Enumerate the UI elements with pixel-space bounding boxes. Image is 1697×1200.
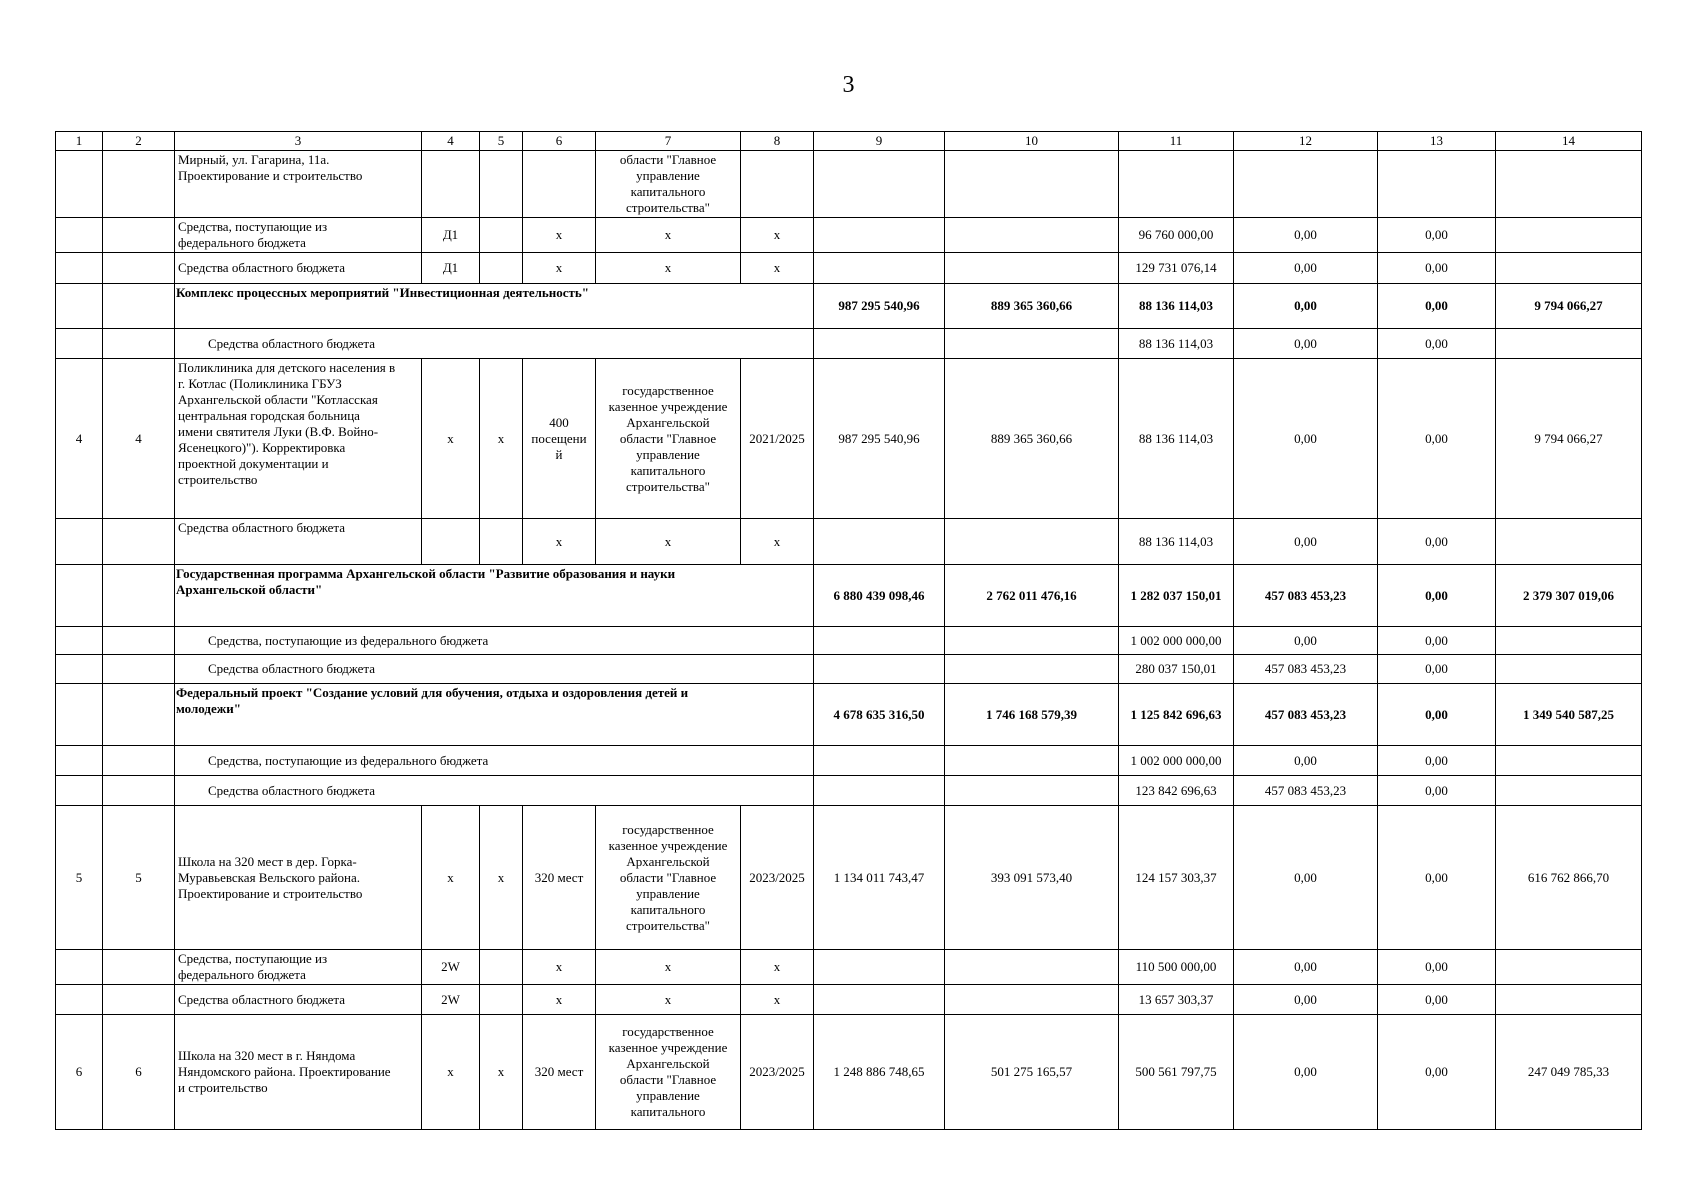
amount-cell: 88 136 114,03 — [1119, 519, 1234, 565]
empty-cell — [56, 776, 103, 806]
empty-cell — [103, 218, 175, 253]
cell: х — [523, 985, 596, 1015]
cell: х — [422, 806, 480, 950]
empty-cell — [103, 284, 175, 329]
amount-cell: 96 760 000,00 — [1119, 218, 1234, 253]
amount-cell: 0,00 — [1234, 746, 1378, 776]
empty-cell — [103, 253, 175, 284]
cell: х — [523, 519, 596, 565]
amount-cell: 1 002 000 000,00 — [1119, 627, 1234, 655]
table-row — [56, 950, 1642, 985]
empty-cell — [56, 950, 103, 985]
amount-cell: 2 762 011 476,16 — [945, 565, 1119, 627]
funding-source-cell: Средства областного бюджета — [175, 519, 422, 565]
empty-cell — [480, 950, 523, 985]
code-cell: 2W — [422, 985, 480, 1015]
object-name-cell: Школа на 320 мест в дер. Горка- Муравьевская Вельского района. Проектирование и строительство — [175, 806, 422, 950]
amount-cell: 457 083 453,23 — [1234, 655, 1378, 684]
empty-cell — [103, 985, 175, 1015]
code-cell: Д1 — [422, 253, 480, 284]
empty-cell — [814, 253, 945, 284]
column-header: 1 — [56, 132, 103, 151]
cell: х — [596, 985, 741, 1015]
customer-cell: области "Главное управление капитального строительства" — [596, 151, 741, 218]
empty-cell — [1496, 655, 1642, 684]
group-row — [56, 284, 1642, 329]
amount-cell: 1 349 540 587,25 — [1496, 684, 1642, 746]
empty-cell — [56, 627, 103, 655]
cell: х — [741, 985, 814, 1015]
group-row — [56, 565, 1642, 627]
amount-cell: 501 275 165,57 — [945, 1015, 1119, 1130]
empty-cell — [945, 253, 1119, 284]
column-header: 9 — [814, 132, 945, 151]
table-row — [56, 776, 1642, 806]
empty-cell — [1496, 218, 1642, 253]
object-name-cell: Поликлиника для детского населения в г. Котлас (Поликлиника ГБУЗ Архангельской области "Котласская центральная городская больница имени святителя Луки (В.Ф. Войно- Ясенецкого)"). Корректировка проектной документации и строительство — [175, 359, 422, 519]
amount-cell: 9 794 066,27 — [1496, 284, 1642, 329]
cell — [523, 151, 596, 218]
empty-cell — [945, 218, 1119, 253]
amount-cell: 393 091 573,40 — [945, 806, 1119, 950]
amount-cell: 9 794 066,27 — [1496, 359, 1642, 519]
row-number: 6 — [56, 1015, 103, 1130]
amount-cell: 0,00 — [1378, 284, 1496, 329]
customer-cell: государственное казенное учреждение Архангельской области "Главное управление капитального — [596, 1015, 741, 1130]
cell: х — [741, 218, 814, 253]
cell — [814, 151, 945, 218]
empty-cell — [56, 565, 103, 627]
row-number: 5 — [103, 806, 175, 950]
amount-cell: 0,00 — [1234, 806, 1378, 950]
empty-cell — [814, 627, 945, 655]
page-number: 3 — [842, 72, 855, 98]
table-row — [56, 218, 1642, 253]
amount-cell: 0,00 — [1378, 1015, 1496, 1130]
empty-cell — [814, 985, 945, 1015]
empty-cell — [1496, 950, 1642, 985]
cell — [56, 151, 103, 218]
cell: х — [741, 519, 814, 565]
empty-cell — [1496, 253, 1642, 284]
funding-source-cell: Средства, поступающие из федерального бюджета — [175, 218, 422, 253]
amount-cell: 124 157 303,37 — [1119, 806, 1234, 950]
cell — [103, 151, 175, 218]
object-name-cell: Школа на 320 мест в г. Няндома Няндомского района. Проектирование и строительство — [175, 1015, 422, 1130]
amount-cell: 1 248 886 748,65 — [814, 1015, 945, 1130]
empty-cell — [103, 565, 175, 627]
table-row — [56, 329, 1642, 359]
empty-cell — [945, 519, 1119, 565]
amount-cell: 0,00 — [1378, 985, 1496, 1015]
column-header: 7 — [596, 132, 741, 151]
amount-cell: 123 842 696,63 — [1119, 776, 1234, 806]
customer-cell: государственное казенное учреждение Архангельской области "Главное управление капитального строительства" — [596, 359, 741, 519]
column-header: 13 — [1378, 132, 1496, 151]
cell: х — [741, 253, 814, 284]
empty-cell — [1496, 985, 1642, 1015]
amount-cell: 987 295 540,96 — [814, 284, 945, 329]
empty-cell — [945, 746, 1119, 776]
amount-cell: 0,00 — [1378, 253, 1496, 284]
amount-cell: 1 282 037 150,01 — [1119, 565, 1234, 627]
amount-cell: 457 083 453,23 — [1234, 565, 1378, 627]
cell: х — [422, 1015, 480, 1130]
empty-cell — [56, 253, 103, 284]
empty-cell — [56, 329, 103, 359]
empty-cell — [56, 746, 103, 776]
object-row — [56, 359, 1642, 519]
empty-cell — [103, 950, 175, 985]
cell — [1496, 151, 1642, 218]
empty-cell — [814, 746, 945, 776]
capacity-cell: 320 мест — [523, 806, 596, 950]
table-row — [56, 519, 1642, 565]
column-header: 10 — [945, 132, 1119, 151]
funding-source-cell: Средства, поступающие из федерального бюджета — [175, 627, 814, 655]
column-header: 12 — [1234, 132, 1378, 151]
amount-cell: 1 134 011 743,47 — [814, 806, 945, 950]
amount-cell: 1 125 842 696,63 — [1119, 684, 1234, 746]
cell: х — [596, 950, 741, 985]
cell — [1119, 151, 1234, 218]
budget-table — [55, 131, 1642, 1130]
amount-cell: 280 037 150,01 — [1119, 655, 1234, 684]
column-header: 8 — [741, 132, 814, 151]
amount-cell: 1 002 000 000,00 — [1119, 746, 1234, 776]
empty-cell — [480, 985, 523, 1015]
empty-cell — [56, 655, 103, 684]
empty-cell — [103, 519, 175, 565]
empty-cell — [945, 655, 1119, 684]
empty-cell — [814, 655, 945, 684]
cell: х — [422, 359, 480, 519]
amount-cell: 0,00 — [1378, 950, 1496, 985]
empty-cell — [103, 655, 175, 684]
empty-cell — [814, 329, 945, 359]
amount-cell: 88 136 114,03 — [1119, 359, 1234, 519]
empty-cell — [56, 519, 103, 565]
object-name-cell: Мирный, ул. Гагарина, 11а. Проектирование и строительство — [175, 151, 422, 218]
cell — [1378, 151, 1496, 218]
object-row — [56, 1015, 1642, 1130]
object-row — [56, 806, 1642, 950]
amount-cell: 13 657 303,37 — [1119, 985, 1234, 1015]
amount-cell: 88 136 114,03 — [1119, 329, 1234, 359]
row-number: 6 — [103, 1015, 175, 1130]
cell: х — [480, 806, 523, 950]
cell — [945, 151, 1119, 218]
empty-cell — [103, 627, 175, 655]
empty-cell — [422, 519, 480, 565]
period-cell: 2021/2025 — [741, 359, 814, 519]
amount-cell: 0,00 — [1234, 329, 1378, 359]
amount-cell: 129 731 076,14 — [1119, 253, 1234, 284]
empty-cell — [814, 950, 945, 985]
empty-cell — [814, 776, 945, 806]
amount-cell: 987 295 540,96 — [814, 359, 945, 519]
empty-cell — [56, 985, 103, 1015]
group-row — [56, 684, 1642, 746]
funding-source-cell: Средства областного бюджета — [175, 655, 814, 684]
cell: х — [596, 519, 741, 565]
empty-cell — [945, 950, 1119, 985]
empty-cell — [945, 627, 1119, 655]
amount-cell: 0,00 — [1234, 950, 1378, 985]
amount-cell: 0,00 — [1234, 627, 1378, 655]
column-header: 2 — [103, 132, 175, 151]
empty-cell — [480, 519, 523, 565]
row-number: 4 — [103, 359, 175, 519]
table-row — [56, 746, 1642, 776]
table-row — [56, 627, 1642, 655]
column-header: 11 — [1119, 132, 1234, 151]
amount-cell: 0,00 — [1378, 329, 1496, 359]
group-title: Федеральный проект "Создание условий для обучения, отдыха и оздоровления детей и молодежи" — [175, 684, 814, 746]
group-title: Государственная программа Архангельской области "Развитие образования и науки Архангельской области" — [175, 565, 814, 627]
funding-source-cell: Средства, поступающие из федерального бюджета — [175, 746, 814, 776]
amount-cell: 4 678 635 316,50 — [814, 684, 945, 746]
amount-cell: 0,00 — [1378, 684, 1496, 746]
period-cell: 2023/2025 — [741, 806, 814, 950]
amount-cell: 0,00 — [1378, 519, 1496, 565]
amount-cell: 0,00 — [1378, 565, 1496, 627]
code-cell: 2W — [422, 950, 480, 985]
amount-cell: 6 880 439 098,46 — [814, 565, 945, 627]
header-row — [56, 132, 1642, 151]
column-header: 4 — [422, 132, 480, 151]
empty-cell — [1496, 776, 1642, 806]
column-header: 6 — [523, 132, 596, 151]
empty-cell — [1496, 746, 1642, 776]
amount-cell: 457 083 453,23 — [1234, 776, 1378, 806]
empty-cell — [103, 684, 175, 746]
amount-cell: 0,00 — [1378, 218, 1496, 253]
cell: х — [596, 253, 741, 284]
empty-cell — [56, 284, 103, 329]
empty-cell — [480, 218, 523, 253]
empty-cell — [103, 776, 175, 806]
amount-cell: 500 561 797,75 — [1119, 1015, 1234, 1130]
empty-cell — [945, 985, 1119, 1015]
empty-cell — [103, 746, 175, 776]
empty-cell — [945, 329, 1119, 359]
funding-source-cell: Средства, поступающие из федерального бюджета — [175, 950, 422, 985]
empty-cell — [103, 329, 175, 359]
cell: х — [523, 218, 596, 253]
capacity-cell: 400 посещени й — [523, 359, 596, 519]
cell — [1234, 151, 1378, 218]
row-number: 4 — [56, 359, 103, 519]
capacity-cell: 320 мест — [523, 1015, 596, 1130]
empty-cell — [814, 218, 945, 253]
empty-cell — [1496, 627, 1642, 655]
cell: х — [523, 253, 596, 284]
amount-cell: 457 083 453,23 — [1234, 684, 1378, 746]
amount-cell: 0,00 — [1234, 253, 1378, 284]
table-row — [56, 253, 1642, 284]
table-row — [56, 655, 1642, 684]
amount-cell: 88 136 114,03 — [1119, 284, 1234, 329]
amount-cell: 889 365 360,66 — [945, 284, 1119, 329]
amount-cell: 2 379 307 019,06 — [1496, 565, 1642, 627]
table-row — [56, 985, 1642, 1015]
amount-cell: 0,00 — [1234, 985, 1378, 1015]
funding-source-cell: Средства областного бюджета — [175, 985, 422, 1015]
code-cell: Д1 — [422, 218, 480, 253]
amount-cell: 889 365 360,66 — [945, 359, 1119, 519]
amount-cell: 0,00 — [1378, 746, 1496, 776]
cell: х — [596, 218, 741, 253]
period-cell: 2023/2025 — [741, 1015, 814, 1130]
empty-cell — [480, 253, 523, 284]
table-row — [56, 151, 1642, 218]
amount-cell: 110 500 000,00 — [1119, 950, 1234, 985]
funding-source-cell: Средства областного бюджета — [175, 329, 814, 359]
column-header: 3 — [175, 132, 422, 151]
amount-cell: 0,00 — [1378, 806, 1496, 950]
customer-cell: государственное казенное учреждение Архангельской области "Главное управление капитального строительства" — [596, 806, 741, 950]
amount-cell: 0,00 — [1378, 776, 1496, 806]
amount-cell: 247 049 785,33 — [1496, 1015, 1642, 1130]
empty-cell — [945, 776, 1119, 806]
empty-cell — [814, 519, 945, 565]
column-header: 14 — [1496, 132, 1642, 151]
amount-cell: 0,00 — [1378, 359, 1496, 519]
cell — [741, 151, 814, 218]
cell: х — [480, 1015, 523, 1130]
amount-cell: 0,00 — [1234, 284, 1378, 329]
cell: х — [741, 950, 814, 985]
group-title: Комплекс процессных мероприятий "Инвестиционная деятельность" — [175, 284, 814, 329]
cell — [422, 151, 480, 218]
amount-cell: 0,00 — [1234, 359, 1378, 519]
cell: х — [523, 950, 596, 985]
row-number: 5 — [56, 806, 103, 950]
amount-cell: 0,00 — [1234, 1015, 1378, 1130]
amount-cell: 0,00 — [1234, 519, 1378, 565]
amount-cell: 0,00 — [1378, 655, 1496, 684]
amount-cell: 0,00 — [1234, 218, 1378, 253]
amount-cell: 616 762 866,70 — [1496, 806, 1642, 950]
cell: х — [480, 359, 523, 519]
amount-cell: 0,00 — [1378, 627, 1496, 655]
funding-source-cell: Средства областного бюджета — [175, 253, 422, 284]
empty-cell — [1496, 519, 1642, 565]
column-header: 5 — [480, 132, 523, 151]
empty-cell — [56, 684, 103, 746]
empty-cell — [56, 218, 103, 253]
empty-cell — [1496, 329, 1642, 359]
funding-source-cell: Средства областного бюджета — [175, 776, 814, 806]
amount-cell: 1 746 168 579,39 — [945, 684, 1119, 746]
cell — [480, 151, 523, 218]
